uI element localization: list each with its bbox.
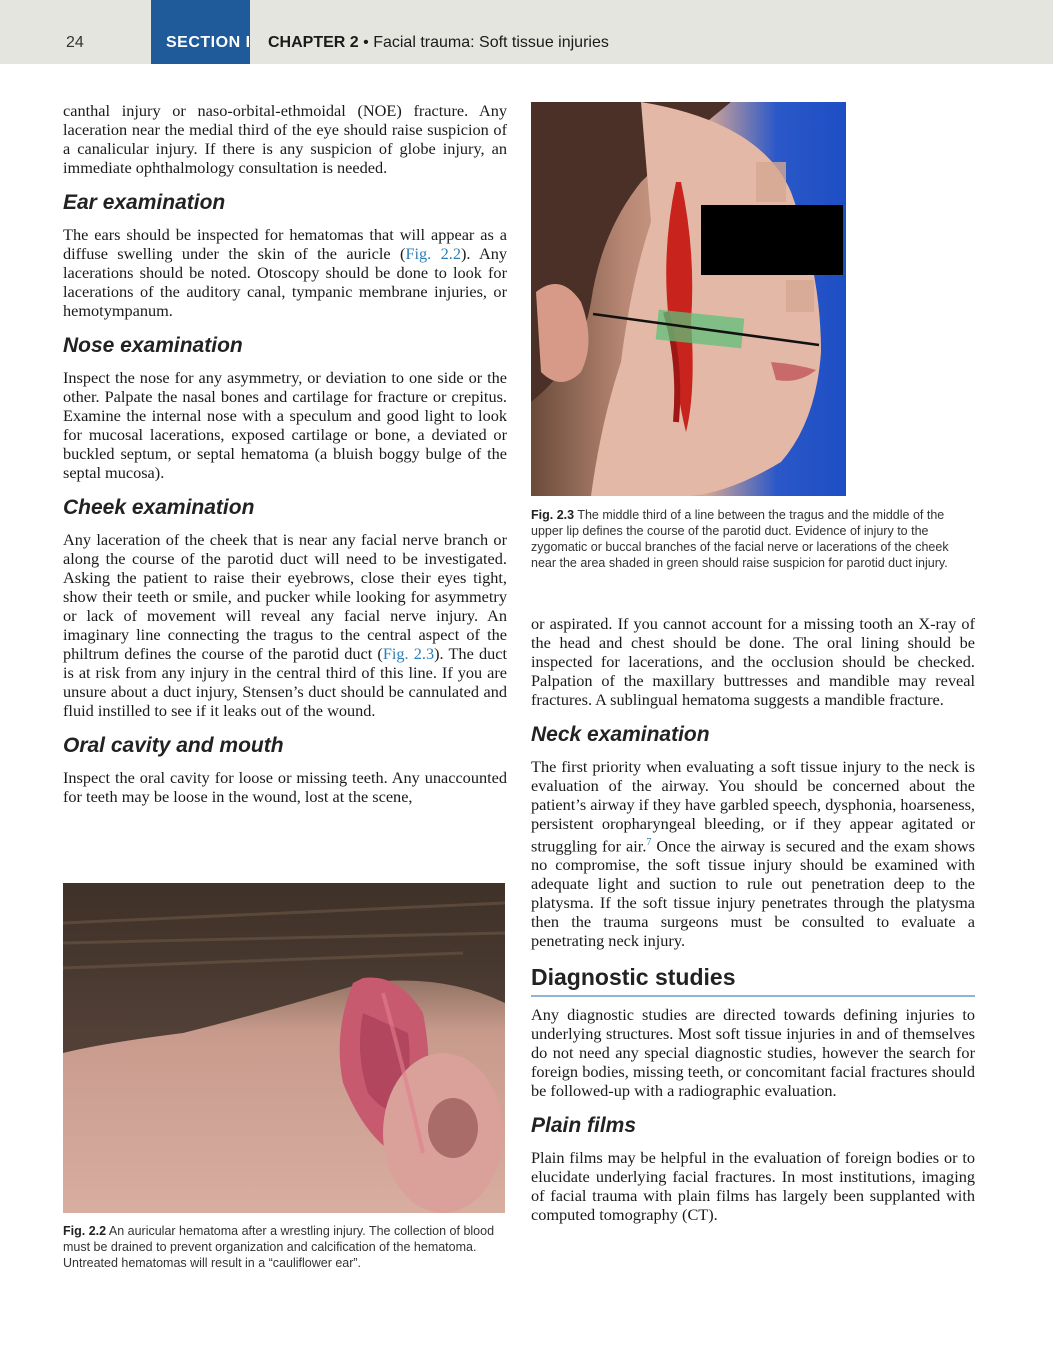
page-number: 24 — [66, 34, 84, 51]
fig-2-2-link[interactable]: Fig. 2.2 — [405, 244, 461, 263]
figure-2-2-caption: Fig. 2.2 An auricular hematoma after a wrestling injury. The collection of blood must be drained to prevent organization and calcification of the hematoma. Untreated hematomas will result in a “cauliflower ear”. — [63, 1224, 495, 1270]
ear-paragraph: The ears should be inspected for hematomas that will appear as a diffuse swelling under the skin of the auricle (Fig. 2.2). Any lacerations should be noted. Otoscopy should be done to look for lacerations of the auditory canal, tympanic membrane injuries, or hemotympanum. — [63, 225, 508, 320]
figure-2-3-face-photo — [531, 102, 846, 496]
neck-heading: Neck examination — [531, 723, 710, 746]
chapter-name: Facial trauma: Soft tissue injuries — [373, 34, 609, 51]
oral-continued-paragraph: or aspirated. If you cannot account for a missing tooth an X-ray of the head and chest should be done. The oral lining should be inspected for lacerations, and the occlusion should be checked. Palpation of the maxillary buttresses and mandible may reveal fractures. A sublingual hematoma suggests a mandible fracture. — [531, 614, 975, 709]
fig-2-3-label: Fig. 2.3 — [531, 508, 575, 522]
ear-illustration — [63, 883, 505, 1213]
cheek-heading: Cheek examination — [63, 496, 255, 519]
fig-2-3-link[interactable]: Fig. 2.3 — [382, 644, 435, 663]
heading-rule — [531, 995, 975, 997]
right-column — [531, 614, 975, 1224]
oral-heading: Oral cavity and mouth — [63, 734, 284, 757]
reference-7[interactable]: 7 — [646, 837, 652, 848]
header-bullet: • — [363, 34, 369, 51]
fig-2-2-label: Fig. 2.2 — [63, 1224, 107, 1238]
chapter-title — [268, 34, 609, 52]
plain-films-heading: Plain films — [531, 1114, 637, 1138]
figure-2-3-caption: Fig. 2.3 The middle third of a line between the tragus and the middle of the upper lip defines the course of the parotid duct. Evidence of injury to the zygomatic or buccal branches of the facial nerve or lacerations of the cheek near the area shaded in green should raise suspicion for parotid duct injury. — [531, 508, 949, 570]
oral-paragraph: Inspect the oral cavity for loose or missing teeth. Any unaccounted for teeth may be loose in the wound, lost at the scene, — [63, 768, 507, 806]
plain-films-paragraph: Plain films may be helpful in the evaluation of foreign bodies or to elucidate underlying facial fractures. In most institutions, imaging of facial trauma with plain films has largely been supplanted with computed tomography (CT). — [531, 1148, 975, 1225]
nose-heading: Nose examination — [63, 334, 243, 357]
neck-paragraph: The first priority when evaluating a soft tissue injury to the neck is evaluation of the airway. You should be concerned about the patient’s airway if they have garbled speech, dysphonia, hoarseness, persistent oropharyngeal bleeding, or if they appear agitated or struggling for air.$^7$ Once the airway is secured and the exam shows no compromise, the soft tissue injury should be examined with adequate light and suction to rule out penetration deep to the platysma. If the soft tissue injury penetrates through the platysma then the trauma surgeons must be consulted to evaluate a penetrating neck injury. — [531, 757, 975, 951]
section-tab — [151, 0, 250, 64]
intro-paragraph: canthal injury or naso-orbital-ethmoidal (NOE) fracture. Any laceration near the medial third of the eye should raise suspicion of a canalicular injury. If there is any suspicion of globe injury, an immediate ophthalmology consultation is needed. — [63, 101, 507, 177]
cheek-paragraph: Any laceration of the cheek that is near any facial nerve branch or along the course of the parotid duct will need to be investigated. Asking the patient to raise their eyebrows, close their eyes tight, show their teeth or smile, and pucker while looking for asymmetry or lack of movement will reveal any facial nerve injury. An imaginary line connecting the tragus to the central aspect of the philtrum defines the course of the parotid duct (Fig. 2.3). The duct is at risk from any injury in the central third of this line. If you are unsure about a duct injury, Stensen’s duct should be cannulated and fluid instilled to see if it leaks out of the wound. — [63, 530, 507, 720]
chapter-label: CHAPTER 2 — [268, 34, 359, 51]
figure-2-2-ear-photo — [63, 883, 505, 1213]
diagnostic-heading: Diagnostic studies — [531, 964, 736, 991]
nose-paragraph: Inspect the nose for any asymmetry, or deviation to one side or the other. Palpate the nasal bones and cartilage for fracture or crepitus. Examine the internal nose with a speculum and good light to look for mucosal lacerations, exposed cartilage or bone, a deviated or buckled septum, or septal hematoma (a bluish boggy bulge of the septal mucosa). — [63, 368, 507, 482]
left-column — [63, 101, 507, 806]
ear-heading: Ear examination — [63, 191, 226, 214]
face-illustration — [531, 102, 846, 496]
diagnostic-paragraph: Any diagnostic studies are directed towards defining injuries to underlying structures. Most soft tissue injuries in and of themselves do not need any special diagnostic studies, however the search for foreign bodies, missing teeth, or concomitant facial fractures should be followed-up with a radiographic evaluation. — [531, 1005, 975, 1101]
section-label: SECTION I — [166, 34, 251, 51]
